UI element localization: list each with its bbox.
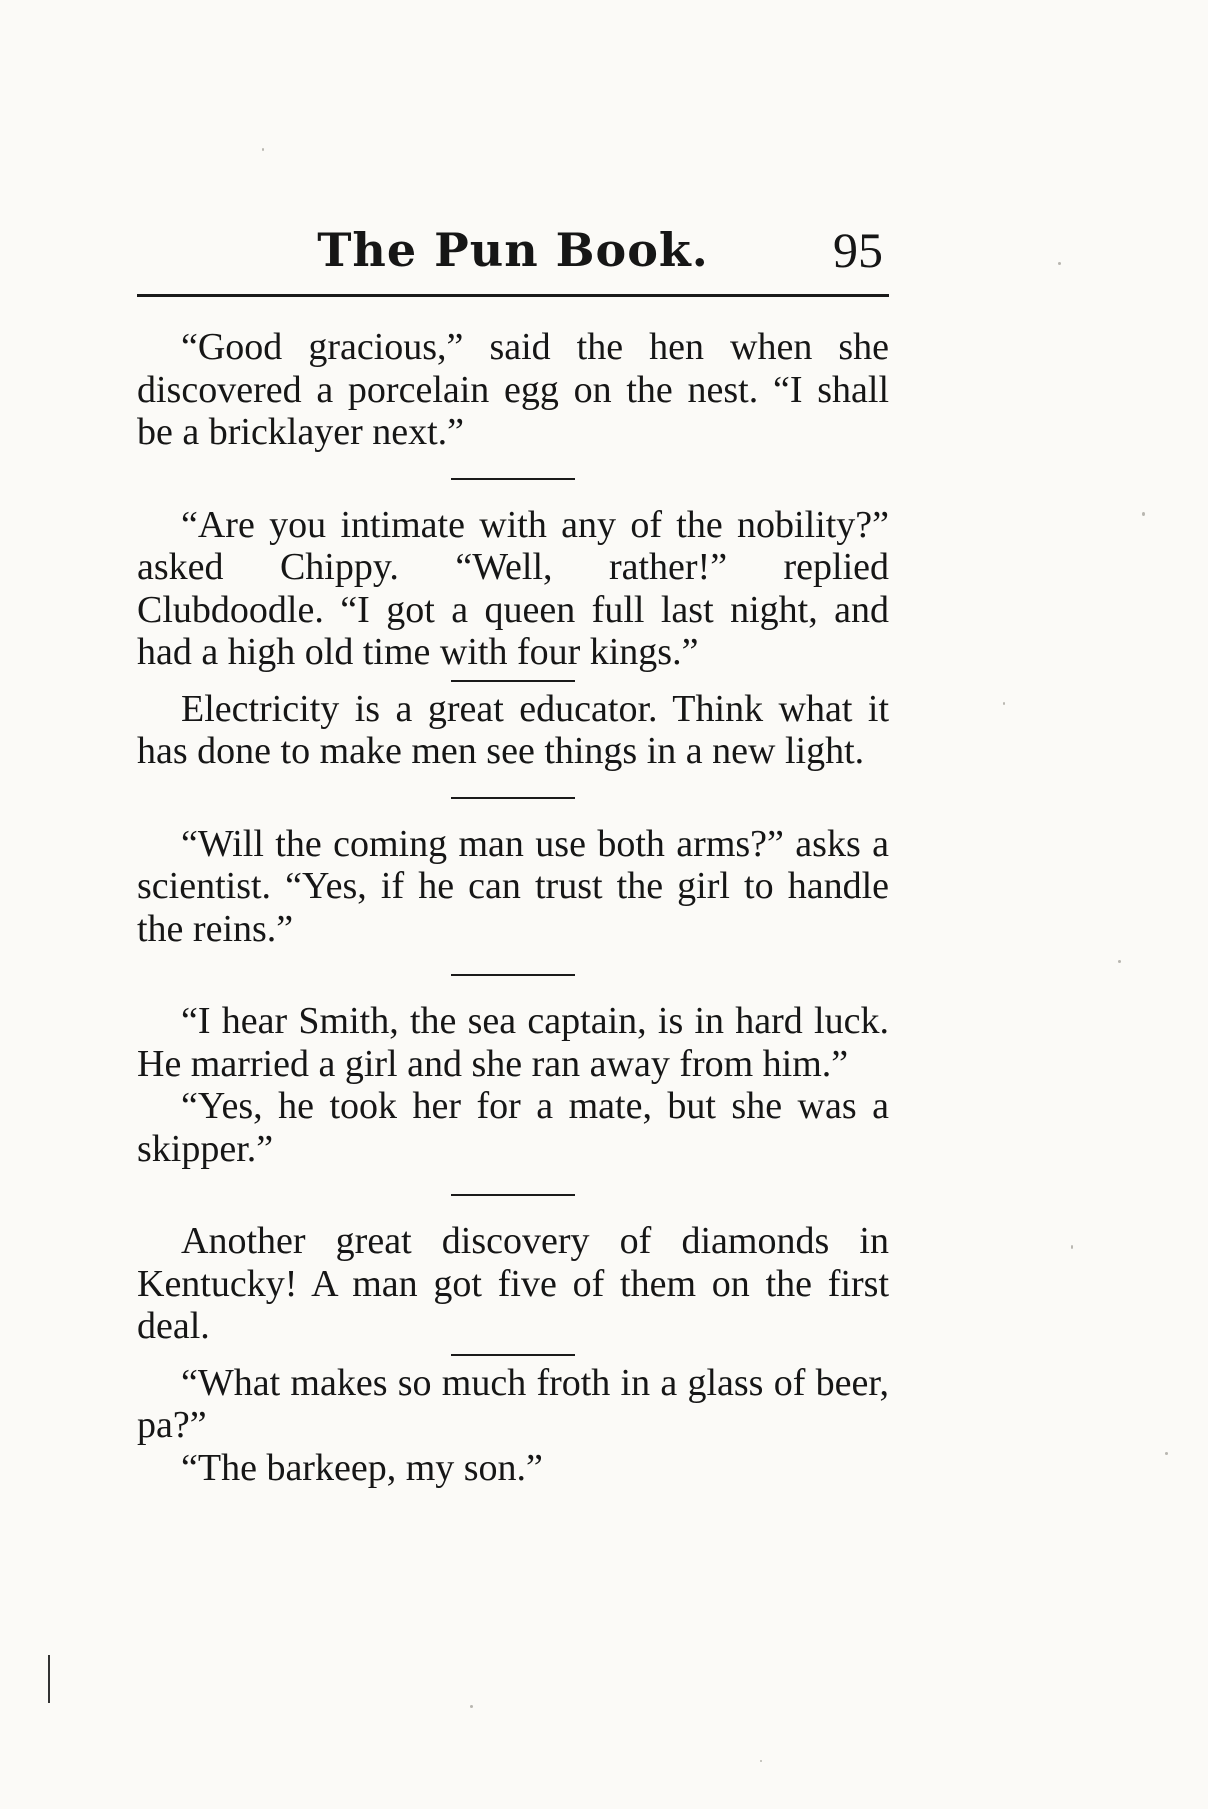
paper-speck [1058,262,1061,265]
joke-diamonds-kentucky: Another great discovery of diamonds in Kentucky! A man got five of them on the first deal. [137,1220,889,1347]
paper-speck [1142,512,1145,516]
margin-mark [48,1655,50,1703]
joke-sea-captain-question: “I hear Smith, the sea captain, is in hard luck. He married a girl and she ran away from him.” [137,1000,889,1085]
paper-speck [1071,1245,1073,1249]
page-header [137,222,889,282]
joke-sea-captain-answer: “Yes, he took her for a mate, but she was a skipper.” [137,1085,889,1170]
joke-nobility: “Are you intimate with any of the nobility?” asked Chippy. “Well, rather!” replied Clubdoodle. “I got a queen full last night, and had a high old time with four kings.” [137,503,889,673]
paper-speck [262,148,264,151]
separator-rule [451,478,575,480]
page-number: 95 [833,222,883,278]
paper-speck [1003,702,1005,705]
separator-rule [451,1354,575,1356]
separator-rule [451,974,575,976]
running-title: The Pun Book. [317,223,709,277]
paper-speck [760,1760,762,1762]
joke-electricity: Electricity is a great educator. Think what it has done to make men see things in a new light. [137,687,889,772]
paper-speck [470,1705,473,1708]
joke-froth-answer: “The barkeep, my son.” [181,1446,543,1489]
paper-speck [1118,960,1121,963]
joke-froth-question: “What makes so much froth in a glass of beer, pa?” [137,1361,889,1446]
separator-rule [451,680,575,682]
paper-speck [1165,1452,1168,1455]
joke-coming-man: “Will the coming man use both arms?” asks a scientist. “Yes, if he can trust the girl to handle the reins.” [137,822,889,950]
header-rule [137,294,889,297]
page-body [137,326,889,1489]
separator-rule [451,797,575,799]
joke-hen-porcelain-egg: “Good gracious,” said the hen when she discovered a porcelain egg on the nest. “I shall be a bricklayer next.” [137,326,889,453]
separator-rule [451,1194,575,1196]
